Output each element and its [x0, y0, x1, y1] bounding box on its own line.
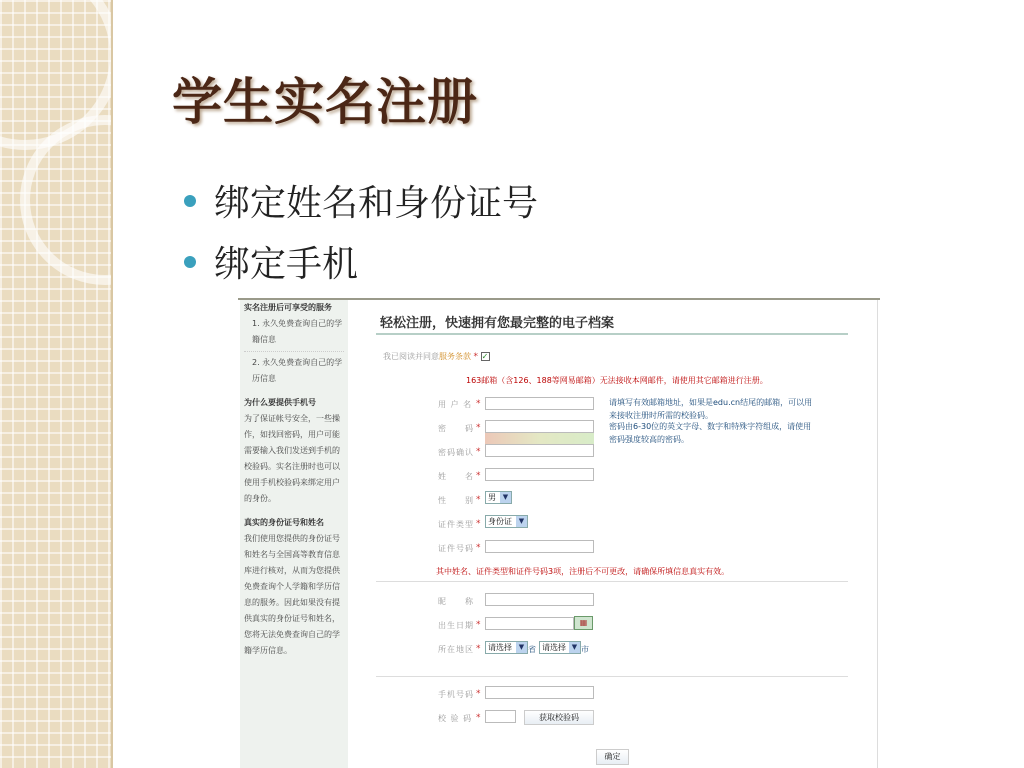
- username-input[interactable]: [485, 397, 594, 410]
- sidebar-heading: 为什么要提供手机号: [244, 398, 316, 407]
- bullet-item: [184, 236, 358, 287]
- province-value: 请选择: [488, 643, 512, 652]
- gender-value: 男: [488, 493, 496, 502]
- required-mark: *: [476, 519, 481, 529]
- phone-label: 手机号码: [438, 690, 474, 699]
- password-input[interactable]: [485, 420, 594, 433]
- sidebar-item: 1. 永久免费查询自己的学籍信息: [252, 319, 343, 344]
- birthdate-label: 出生日期: [438, 621, 474, 630]
- required-mark: *: [476, 495, 481, 505]
- registration-screenshot: [238, 298, 880, 768]
- chevron-down-icon: ▼: [516, 516, 527, 527]
- gender-select[interactable]: [485, 491, 512, 504]
- province-select[interactable]: [485, 641, 528, 654]
- sidebar-item: 2. 永久免费查询自己的学历信息: [252, 358, 343, 383]
- required-mark: *: [476, 689, 481, 699]
- idtype-label: 证件类型: [438, 520, 474, 529]
- decorative-rings: [0, 0, 111, 300]
- terms-checkbox[interactable]: ✓: [481, 352, 489, 361]
- get-code-button[interactable]: 获取校验码: [524, 710, 594, 725]
- sidebar-text: 为了保证帐号安全，一些操作，如找回密码，用户可能需要输入我们发送到手机的校验码。实名注册时也可以使用手机校验码来绑定用户的身份。: [244, 414, 340, 503]
- code-input[interactable]: [485, 710, 516, 723]
- decorative-background: [0, 0, 113, 768]
- name-label: 姓 名: [438, 472, 474, 481]
- username-label: 用 户 名: [438, 400, 473, 409]
- bullet-item: [184, 175, 538, 226]
- bullet-text: 绑定手机: [214, 244, 359, 285]
- required-mark: *: [476, 713, 481, 723]
- province-unit: 省: [528, 645, 536, 654]
- info-sidebar: [240, 300, 348, 768]
- required-mark: *: [476, 620, 481, 630]
- region-label: 所在地区: [438, 645, 474, 654]
- required-mark: *: [476, 471, 481, 481]
- city-select[interactable]: [539, 641, 581, 654]
- nickname-label: 昵 称: [438, 597, 474, 606]
- gender-label: 性 别: [438, 496, 474, 505]
- bullet-dot-icon: [184, 195, 196, 207]
- registration-form: [348, 300, 878, 768]
- required-mark: *: [476, 423, 481, 433]
- terms-row: [383, 351, 490, 362]
- bullet-dot-icon: [184, 256, 196, 268]
- idtype-select[interactable]: [485, 515, 528, 528]
- terms-link[interactable]: 服务条款: [439, 352, 471, 361]
- form-heading: 轻松注册，快速拥有您最完整的电子档案: [380, 316, 615, 331]
- required-mark: *: [473, 352, 479, 362]
- chevron-down-icon: ▼: [500, 492, 511, 503]
- sidebar-text: 我们使用您提供的身份证号和姓名与全国高等教育信息库进行核对，从而为您提供免费查询个人学籍和学历信息的服务。因此如果没有提供真实的身份证号和姓名，您将无法免费查询自己的学籍学历信息。: [244, 534, 340, 655]
- slide-title: 学生实名注册: [172, 73, 478, 131]
- city-value: 请选择: [542, 643, 566, 652]
- username-tip: 请填写有效邮箱地址，如果是edu.cn结尾的邮箱，可以用来接收注册时所需的校验码。: [609, 398, 813, 420]
- email-notice: 163邮箱（含126、188等网易邮箱）无法接收本网邮件，请使用其它邮箱进行注册。: [466, 376, 768, 385]
- bullet-text: 绑定姓名和身份证号: [214, 183, 539, 224]
- sidebar-heading: 实名注册后可享受的服务: [244, 303, 332, 312]
- required-mark: *: [476, 399, 481, 409]
- password-strength-bar: [485, 433, 594, 444]
- terms-text: 我已阅读并同意: [383, 352, 439, 361]
- confirm-password-input[interactable]: [485, 444, 594, 457]
- phone-input[interactable]: [485, 686, 594, 699]
- calendar-icon[interactable]: ▦: [574, 616, 593, 630]
- required-mark: *: [476, 543, 481, 553]
- required-mark: *: [476, 644, 481, 654]
- birthdate-input[interactable]: [485, 617, 574, 630]
- password-tip: 密码由6-30位的英文字母、数字和特殊字符组成，请使用密码强度较高的密码。: [609, 422, 812, 444]
- chevron-down-icon: ▼: [516, 642, 527, 653]
- nickname-input[interactable]: [485, 593, 594, 606]
- city-unit: 市: [581, 645, 589, 654]
- idnum-input[interactable]: [485, 540, 594, 553]
- name-input[interactable]: [485, 468, 594, 481]
- confirm-password-label: 密码确认: [438, 448, 474, 457]
- idnum-label: 证件号码: [438, 544, 474, 553]
- password-label: 密 码: [438, 424, 474, 433]
- id-notice: 其中姓名、证件类型和证件号码3项，注册后不可更改，请确保所填信息真实有效。: [436, 567, 730, 576]
- required-mark: *: [476, 447, 481, 457]
- idtype-value: 身份证: [488, 517, 512, 526]
- chevron-down-icon: ▼: [569, 642, 580, 653]
- submit-button[interactable]: 确定: [596, 749, 629, 765]
- sidebar-heading: 真实的身份证号和姓名: [244, 518, 324, 527]
- code-label: 校 验 码: [438, 714, 473, 723]
